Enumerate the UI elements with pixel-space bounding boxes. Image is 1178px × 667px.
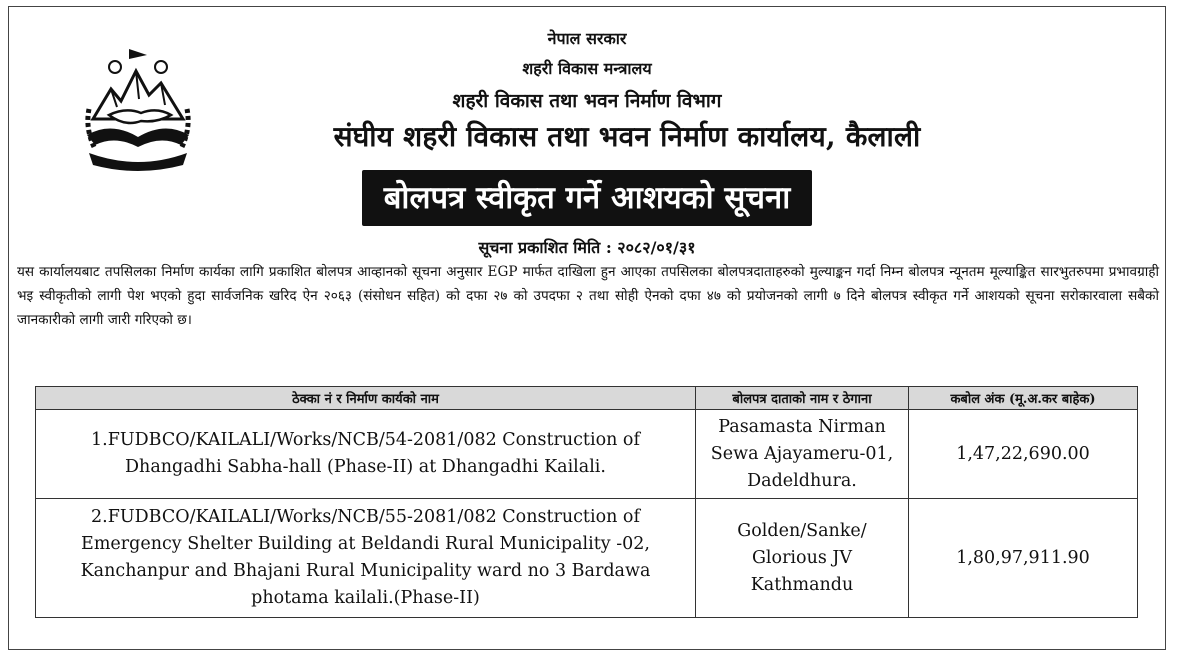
bidder-cell: Pasamasta Nirman Sewa Ajayameru-01, Dadeldhura. [696, 410, 909, 499]
column-header-bidder: बोलपत्र दाताको नाम र ठेगाना [696, 387, 909, 410]
work-name-cell: 1.FUDBCO/KAILALI/Works/NCB/54-2081/082 Construction of Dhangadhi Sabha-hall (Phase-II) at Dhangadhi Kailali. [36, 410, 696, 499]
ministry-title: शहरी विकास मन्त्रालय [522, 59, 652, 78]
amount-cell: 1,80,97,911.90 [909, 499, 1138, 618]
table-row [36, 499, 1138, 618]
table-header-row [36, 387, 1138, 410]
bidder-cell: Golden/Sanke/ Glorious JV Kathmandu [696, 499, 909, 618]
table-row [36, 410, 1138, 499]
office-title: संघीय शहरी विकास तथा भवन निर्माण कार्यालय, कैलाली [333, 120, 921, 153]
government-title: नेपाल सरकार [547, 29, 627, 48]
column-header-amount: कबोल अंक (मू.अ.कर बाहेक) [909, 387, 1138, 410]
notice-banner [9, 170, 1165, 226]
work-name-cell: 2.FUDBCO/KAILALI/Works/NCB/55-2081/082 Construction of Emergency Shelter Building at Beldandi Rural Municipality -02, Kanchanpur and Bhajani Rural Municipality ward no 3 Bardawa photama kailali.(Phase-II) [36, 499, 696, 618]
notice-paragraph: यस कार्यालयबाट तपसिलका निर्माण कार्यका लागि प्रकाशित बोलपत्र आव्हानको सूचना अनुसार EGP मार्फत दाखिला हुन आएका तपसिलका बोलपत्रदाताहरुको मुल्याङ्कन गर्दा निम्न बोलपत्र न्यूनतम मूल्याङ्कित सारभुतरुपमा प्रभावग्राही भइ स्वीकृतीको लागी पेश भएको हुदा सार्वजनिक खरिद ऐन २०६३ (संसोधन सहित) को दफा २७ को उपदफा २ तथा सोही ऐनको दफा ४७ को प्रयोजनको लागी ७ दिने बोलपत्र स्वीकृत गर्ने आशयको सूचना सरोकारवाला सबैको जानकारीको लागी जारी गरिएको छ। [17, 264, 1159, 328]
published-date: सूचना प्रकाशित मिति : २०८२/०१/३१ [478, 238, 696, 257]
tender-table [35, 386, 1138, 618]
column-header-work: ठेक्का नं र निर्माण कार्यको नाम [36, 387, 696, 410]
amount-cell: 1,47,22,690.00 [909, 410, 1138, 499]
department-title: शहरी विकास तथा भवन निर्माण विभाग [452, 90, 722, 112]
notice-heading: बोलपत्र स्वीकृत गर्ने आशयको सूचना [362, 170, 813, 226]
